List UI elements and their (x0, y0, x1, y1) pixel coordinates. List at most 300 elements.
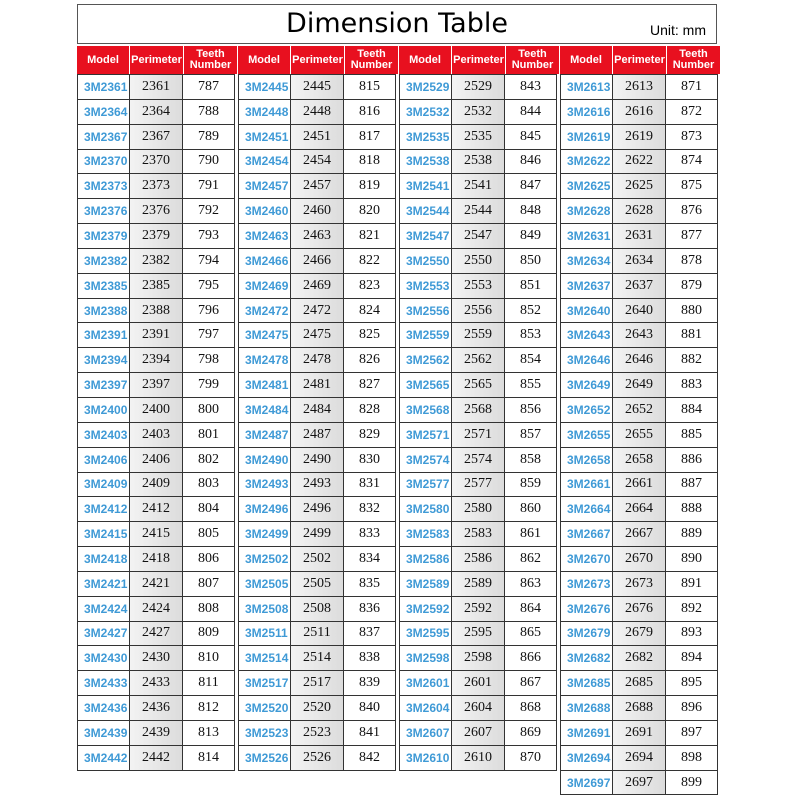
model-cell: 3M2394 (77, 347, 130, 373)
table-row (399, 447, 559, 472)
table-row (399, 198, 559, 223)
table-row (238, 347, 398, 372)
teeth-cell: 796 (182, 298, 235, 324)
model-cell: 3M2523 (238, 720, 291, 746)
model-cell: 3M2475 (238, 322, 291, 348)
table-row (238, 720, 398, 745)
perimeter-cell: 2619 (612, 124, 666, 150)
table-row (560, 745, 720, 770)
perimeter-cell: 2502 (290, 546, 344, 572)
model-cell: 3M2493 (238, 472, 291, 498)
perimeter-cell: 2562 (451, 347, 505, 373)
table-row (77, 347, 237, 372)
teeth-cell: 874 (665, 149, 718, 175)
table-row (560, 397, 720, 422)
model-cell: 3M2598 (399, 645, 452, 671)
teeth-cell: 843 (504, 74, 557, 100)
model-cell: 3M2613 (560, 74, 613, 100)
table-row (560, 273, 720, 298)
model-cell: 3M2610 (399, 745, 452, 771)
perimeter-cell: 2406 (129, 447, 183, 473)
table-row (399, 248, 559, 273)
table-row (560, 447, 720, 472)
teeth-cell: 872 (665, 99, 718, 125)
model-cell: 3M2538 (399, 149, 452, 175)
table-row (77, 422, 237, 447)
model-cell: 3M2427 (77, 621, 130, 647)
model-cell: 3M2403 (77, 422, 130, 448)
table-row (77, 571, 237, 596)
perimeter-cell: 2574 (451, 447, 505, 473)
perimeter-cell: 2586 (451, 546, 505, 572)
table-row (399, 273, 559, 298)
table-row (560, 546, 720, 571)
page-title: Dimension Table (286, 8, 508, 39)
perimeter-cell: 2655 (612, 422, 666, 448)
table-row (238, 298, 398, 323)
teeth-cell: 830 (343, 447, 396, 473)
teeth-cell: 846 (504, 149, 557, 175)
model-cell: 3M2472 (238, 298, 291, 324)
table-row (560, 99, 720, 124)
table-row (399, 496, 559, 521)
perimeter-cell: 2589 (451, 571, 505, 597)
perimeter-cell: 2652 (612, 397, 666, 423)
perimeter-cell: 2592 (451, 596, 505, 622)
teeth-cell: 811 (182, 670, 235, 696)
teeth-cell: 881 (665, 322, 718, 348)
teeth-cell: 855 (504, 372, 557, 398)
table-row (560, 298, 720, 323)
perimeter-cell: 2679 (612, 621, 666, 647)
model-cell: 3M2529 (399, 74, 452, 100)
table-row (238, 273, 398, 298)
table-row (77, 645, 237, 670)
teeth-cell: 861 (504, 521, 557, 547)
perimeter-cell: 2397 (129, 372, 183, 398)
teeth-cell: 854 (504, 347, 557, 373)
header-perimeter: Perimeter (291, 46, 345, 74)
table-row (238, 521, 398, 546)
dimension-table (77, 46, 720, 794)
model-cell: 3M2505 (238, 571, 291, 597)
perimeter-cell: 2610 (451, 745, 505, 771)
model-cell: 3M2634 (560, 248, 613, 274)
perimeter-cell: 2598 (451, 645, 505, 671)
model-cell: 3M2574 (399, 447, 452, 473)
model-cell: 3M2466 (238, 248, 291, 274)
model-cell: 3M2673 (560, 571, 613, 597)
perimeter-cell: 2628 (612, 198, 666, 224)
header-perimeter: Perimeter (130, 46, 184, 74)
table-row (238, 74, 398, 99)
teeth-cell: 798 (182, 347, 235, 373)
model-cell: 3M2424 (77, 596, 130, 622)
model-cell: 3M2682 (560, 645, 613, 671)
perimeter-cell: 2577 (451, 472, 505, 498)
perimeter-cell: 2472 (290, 298, 344, 324)
perimeter-cell: 2604 (451, 695, 505, 721)
perimeter-cell: 2460 (290, 198, 344, 224)
perimeter-cell: 2559 (451, 322, 505, 348)
model-cell: 3M2577 (399, 472, 452, 498)
table-row (399, 571, 559, 596)
teeth-cell: 880 (665, 298, 718, 324)
model-cell: 3M2379 (77, 223, 130, 249)
perimeter-cell: 2409 (129, 472, 183, 498)
model-cell: 3M2676 (560, 596, 613, 622)
model-cell: 3M2619 (560, 124, 613, 150)
table-row (399, 322, 559, 347)
table-row (77, 720, 237, 745)
table-header-row (399, 46, 559, 74)
table-row (560, 472, 720, 497)
model-cell: 3M2541 (399, 173, 452, 199)
table-row (560, 74, 720, 99)
table-row (560, 322, 720, 347)
table-row (399, 546, 559, 571)
perimeter-cell: 2448 (290, 99, 344, 125)
model-cell: 3M2562 (399, 347, 452, 373)
title-frame (77, 4, 717, 44)
perimeter-cell: 2442 (129, 745, 183, 771)
table-row (399, 422, 559, 447)
perimeter-cell: 2388 (129, 298, 183, 324)
table-row (399, 745, 559, 770)
perimeter-cell: 2421 (129, 571, 183, 597)
model-cell: 3M2469 (238, 273, 291, 299)
table-row (399, 149, 559, 174)
perimeter-cell: 2676 (612, 596, 666, 622)
model-cell: 3M2697 (560, 770, 613, 796)
model-cell: 3M2484 (238, 397, 291, 423)
model-cell: 3M2592 (399, 596, 452, 622)
perimeter-cell: 2424 (129, 596, 183, 622)
teeth-cell: 856 (504, 397, 557, 423)
table-row (238, 248, 398, 273)
perimeter-cell: 2697 (612, 770, 666, 796)
table-row (238, 745, 398, 770)
model-cell: 3M2382 (77, 248, 130, 274)
teeth-cell: 805 (182, 521, 235, 547)
perimeter-cell: 2415 (129, 521, 183, 547)
model-cell: 3M2514 (238, 645, 291, 671)
table-row (77, 397, 237, 422)
perimeter-cell: 2466 (290, 248, 344, 274)
model-cell: 3M2604 (399, 695, 452, 721)
perimeter-cell: 2667 (612, 521, 666, 547)
perimeter-cell: 2514 (290, 645, 344, 671)
teeth-cell: 879 (665, 273, 718, 299)
perimeter-cell: 2556 (451, 298, 505, 324)
teeth-cell: 818 (343, 149, 396, 175)
teeth-cell: 819 (343, 173, 396, 199)
model-cell: 3M2553 (399, 273, 452, 299)
table-row (560, 198, 720, 223)
teeth-cell: 792 (182, 198, 235, 224)
teeth-cell: 852 (504, 298, 557, 324)
model-cell: 3M2457 (238, 173, 291, 199)
table-row (399, 372, 559, 397)
table-row (77, 670, 237, 695)
perimeter-cell: 2487 (290, 422, 344, 448)
unit-label: Unit: mm (650, 22, 706, 38)
perimeter-cell: 2493 (290, 472, 344, 498)
perimeter-cell: 2490 (290, 447, 344, 473)
teeth-cell: 893 (665, 621, 718, 647)
teeth-cell: 822 (343, 248, 396, 274)
model-cell: 3M2640 (560, 298, 613, 324)
model-cell: 3M2511 (238, 621, 291, 647)
perimeter-cell: 2622 (612, 149, 666, 175)
teeth-cell: 790 (182, 149, 235, 175)
perimeter-cell: 2544 (451, 198, 505, 224)
perimeter-cell: 2379 (129, 223, 183, 249)
teeth-cell: 882 (665, 347, 718, 373)
model-cell: 3M2547 (399, 223, 452, 249)
teeth-cell: 836 (343, 596, 396, 622)
perimeter-cell: 2625 (612, 173, 666, 199)
table-row (77, 124, 237, 149)
table-row (399, 670, 559, 695)
model-cell: 3M2520 (238, 695, 291, 721)
model-cell: 3M2559 (399, 322, 452, 348)
header-teeth-number: Teeth Number (672, 48, 715, 71)
model-cell: 3M2649 (560, 372, 613, 398)
table-header-row (238, 46, 398, 74)
teeth-cell: 821 (343, 223, 396, 249)
table-row (238, 372, 398, 397)
table-row (238, 645, 398, 670)
perimeter-cell: 2376 (129, 198, 183, 224)
teeth-cell: 889 (665, 521, 718, 547)
model-cell: 3M2589 (399, 571, 452, 597)
perimeter-cell: 2484 (290, 397, 344, 423)
table-row (238, 472, 398, 497)
model-cell: 3M2625 (560, 173, 613, 199)
header-model: Model (77, 46, 130, 74)
teeth-cell: 860 (504, 496, 557, 522)
teeth-cell: 828 (343, 397, 396, 423)
teeth-cell: 831 (343, 472, 396, 498)
table-row (560, 496, 720, 521)
teeth-cell: 876 (665, 198, 718, 224)
table-row (399, 74, 559, 99)
perimeter-cell: 2526 (290, 745, 344, 771)
teeth-cell: 884 (665, 397, 718, 423)
perimeter-cell: 2565 (451, 372, 505, 398)
model-cell: 3M2508 (238, 596, 291, 622)
perimeter-cell: 2538 (451, 149, 505, 175)
perimeter-cell: 2670 (612, 546, 666, 572)
teeth-cell: 817 (343, 124, 396, 150)
model-cell: 3M2694 (560, 745, 613, 771)
table-row (399, 621, 559, 646)
teeth-cell: 799 (182, 372, 235, 398)
table-row (77, 99, 237, 124)
table-row (560, 223, 720, 248)
perimeter-cell: 2394 (129, 347, 183, 373)
model-cell: 3M2448 (238, 99, 291, 125)
teeth-cell: 875 (665, 173, 718, 199)
teeth-cell: 897 (665, 720, 718, 746)
teeth-cell: 849 (504, 223, 557, 249)
table-header-row (560, 46, 720, 74)
perimeter-cell: 2382 (129, 248, 183, 274)
teeth-cell: 894 (665, 645, 718, 671)
table-row (238, 695, 398, 720)
model-cell: 3M2658 (560, 447, 613, 473)
teeth-cell: 873 (665, 124, 718, 150)
model-cell: 3M2487 (238, 422, 291, 448)
teeth-cell: 789 (182, 124, 235, 150)
perimeter-cell: 2694 (612, 745, 666, 771)
teeth-cell: 871 (665, 74, 718, 100)
table-row (238, 447, 398, 472)
perimeter-cell: 2682 (612, 645, 666, 671)
model-cell: 3M2556 (399, 298, 452, 324)
teeth-cell: 899 (665, 770, 718, 796)
table-row (560, 770, 720, 795)
teeth-cell: 823 (343, 273, 396, 299)
table-row (399, 298, 559, 323)
perimeter-cell: 2367 (129, 124, 183, 150)
table-row (77, 745, 237, 770)
table-row (238, 596, 398, 621)
perimeter-cell: 2661 (612, 472, 666, 498)
perimeter-cell: 2547 (451, 223, 505, 249)
model-cell: 3M2568 (399, 397, 452, 423)
table-column-group (399, 46, 559, 794)
teeth-cell: 841 (343, 720, 396, 746)
teeth-cell: 885 (665, 422, 718, 448)
teeth-cell: 878 (665, 248, 718, 274)
perimeter-cell: 2508 (290, 596, 344, 622)
table-row (77, 496, 237, 521)
perimeter-cell: 2520 (290, 695, 344, 721)
perimeter-cell: 2505 (290, 571, 344, 597)
model-cell: 3M2490 (238, 447, 291, 473)
perimeter-cell: 2568 (451, 397, 505, 423)
perimeter-cell: 2553 (451, 273, 505, 299)
teeth-cell: 812 (182, 695, 235, 721)
model-cell: 3M2391 (77, 322, 130, 348)
teeth-cell: 888 (665, 496, 718, 522)
table-row (238, 198, 398, 223)
model-cell: 3M2628 (560, 198, 613, 224)
perimeter-cell: 2640 (612, 298, 666, 324)
model-cell: 3M2415 (77, 521, 130, 547)
teeth-cell: 794 (182, 248, 235, 274)
table-row (560, 521, 720, 546)
model-cell: 3M2685 (560, 670, 613, 696)
table-row (77, 546, 237, 571)
table-row (399, 695, 559, 720)
header-perimeter: Perimeter (452, 46, 506, 74)
perimeter-cell: 2427 (129, 621, 183, 647)
model-cell: 3M2454 (238, 149, 291, 175)
table-row (560, 695, 720, 720)
teeth-cell: 826 (343, 347, 396, 373)
teeth-cell: 803 (182, 472, 235, 498)
teeth-cell: 842 (343, 745, 396, 771)
table-column-group (560, 46, 720, 794)
perimeter-cell: 2385 (129, 273, 183, 299)
model-cell: 3M2688 (560, 695, 613, 721)
model-cell: 3M2535 (399, 124, 452, 150)
model-cell: 3M2385 (77, 273, 130, 299)
perimeter-cell: 2496 (290, 496, 344, 522)
table-row (77, 248, 237, 273)
table-row (399, 472, 559, 497)
model-cell: 3M2655 (560, 422, 613, 448)
teeth-cell: 816 (343, 99, 396, 125)
model-cell: 3M2583 (399, 521, 452, 547)
perimeter-cell: 2580 (451, 496, 505, 522)
model-cell: 3M2679 (560, 621, 613, 647)
model-cell: 3M2565 (399, 372, 452, 398)
teeth-cell: 877 (665, 223, 718, 249)
teeth-cell: 787 (182, 74, 235, 100)
teeth-cell: 850 (504, 248, 557, 274)
header-teeth-number: Teeth Number (350, 48, 393, 71)
perimeter-cell: 2649 (612, 372, 666, 398)
teeth-cell: 807 (182, 571, 235, 597)
teeth-cell: 829 (343, 422, 396, 448)
teeth-cell: 892 (665, 596, 718, 622)
table-row (560, 422, 720, 447)
header-model: Model (238, 46, 291, 74)
model-cell: 3M2418 (77, 546, 130, 572)
perimeter-cell: 2616 (612, 99, 666, 125)
table-row (77, 74, 237, 99)
teeth-cell: 868 (504, 695, 557, 721)
table-row (238, 223, 398, 248)
teeth-cell: 844 (504, 99, 557, 125)
table-row (77, 223, 237, 248)
table-row (399, 521, 559, 546)
table-row (77, 521, 237, 546)
teeth-cell: 845 (504, 124, 557, 150)
model-cell: 3M2364 (77, 99, 130, 125)
table-row (238, 173, 398, 198)
teeth-cell: 825 (343, 322, 396, 348)
table-row (560, 149, 720, 174)
model-cell: 3M2445 (238, 74, 291, 100)
teeth-cell: 835 (343, 571, 396, 597)
perimeter-cell: 2529 (451, 74, 505, 100)
model-cell: 3M2388 (77, 298, 130, 324)
model-cell: 3M2652 (560, 397, 613, 423)
teeth-cell: 886 (665, 447, 718, 473)
perimeter-cell: 2517 (290, 670, 344, 696)
perimeter-cell: 2535 (451, 124, 505, 150)
teeth-cell: 791 (182, 173, 235, 199)
table-row (560, 248, 720, 273)
model-cell: 3M2502 (238, 546, 291, 572)
perimeter-cell: 2457 (290, 173, 344, 199)
perimeter-cell: 2412 (129, 496, 183, 522)
teeth-cell: 869 (504, 720, 557, 746)
teeth-cell: 891 (665, 571, 718, 597)
teeth-cell: 788 (182, 99, 235, 125)
table-row (77, 273, 237, 298)
perimeter-cell: 2613 (612, 74, 666, 100)
teeth-cell: 865 (504, 621, 557, 647)
table-row (77, 149, 237, 174)
table-row (399, 173, 559, 198)
table-row (77, 472, 237, 497)
